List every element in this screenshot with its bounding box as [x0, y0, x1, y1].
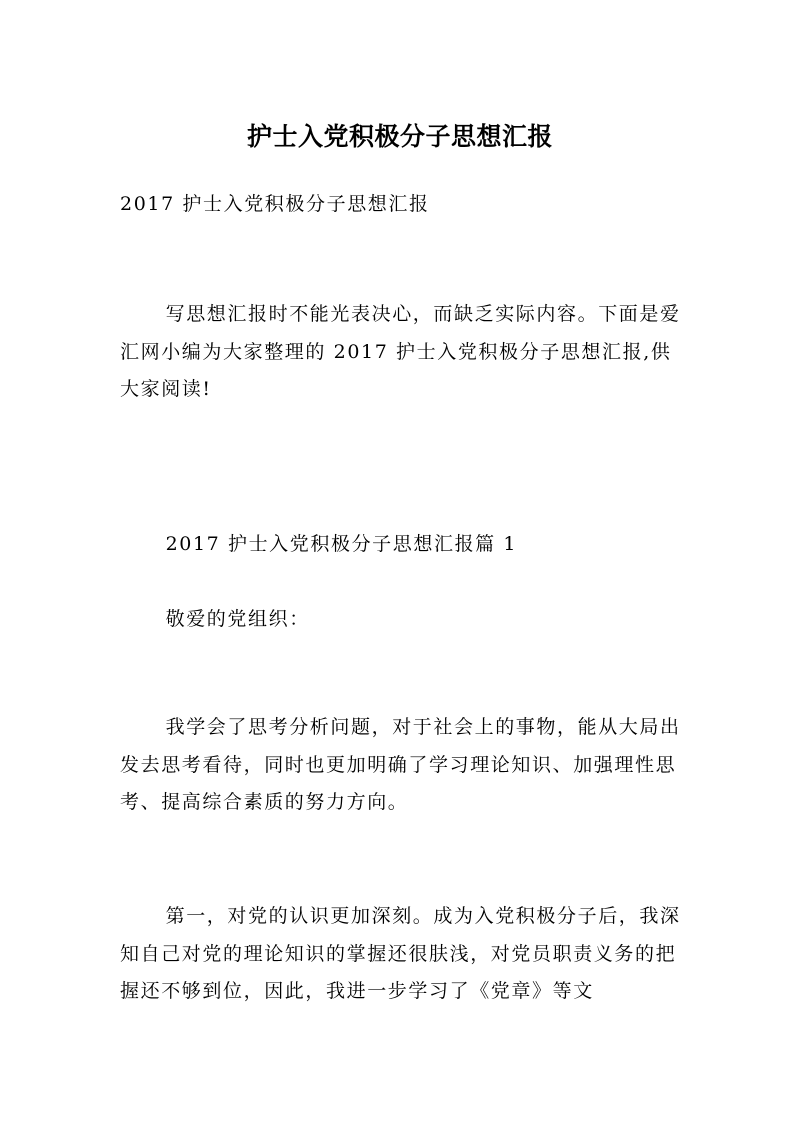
document-subtitle: 2017 护士入党积极分子思想汇报: [120, 193, 430, 215]
body-paragraph: 第一，对党的认识更加深刻。成为入党积极分子后，我深知自己对党的理论知识的掌握还很肤浅，对党员职责义务的把握还不够到位，因此，我进一步学习了《党章》等文: [120, 905, 681, 1002]
intro-paragraph: 写思想汇报时不能光表决心，而缺乏实际内容。下面是爱汇网小编为大家整理的 2017 护士入党积极分子思想汇报,供大家阅读!: [120, 303, 681, 400]
part-heading: 2017 护士入党积极分子思想汇报篇 1: [165, 533, 518, 555]
salutation: 敬爱的党组织：: [165, 608, 310, 630]
body-paragraph: 我学会了思考分析问题，对于社会上的事物，能从大局出发去思考看待，同时也更加明确了学习理论知识、加强理性思考、提高综合素质的努力方向。: [120, 716, 681, 813]
document-title: 护士入党积极分子思想汇报: [246, 121, 553, 151]
